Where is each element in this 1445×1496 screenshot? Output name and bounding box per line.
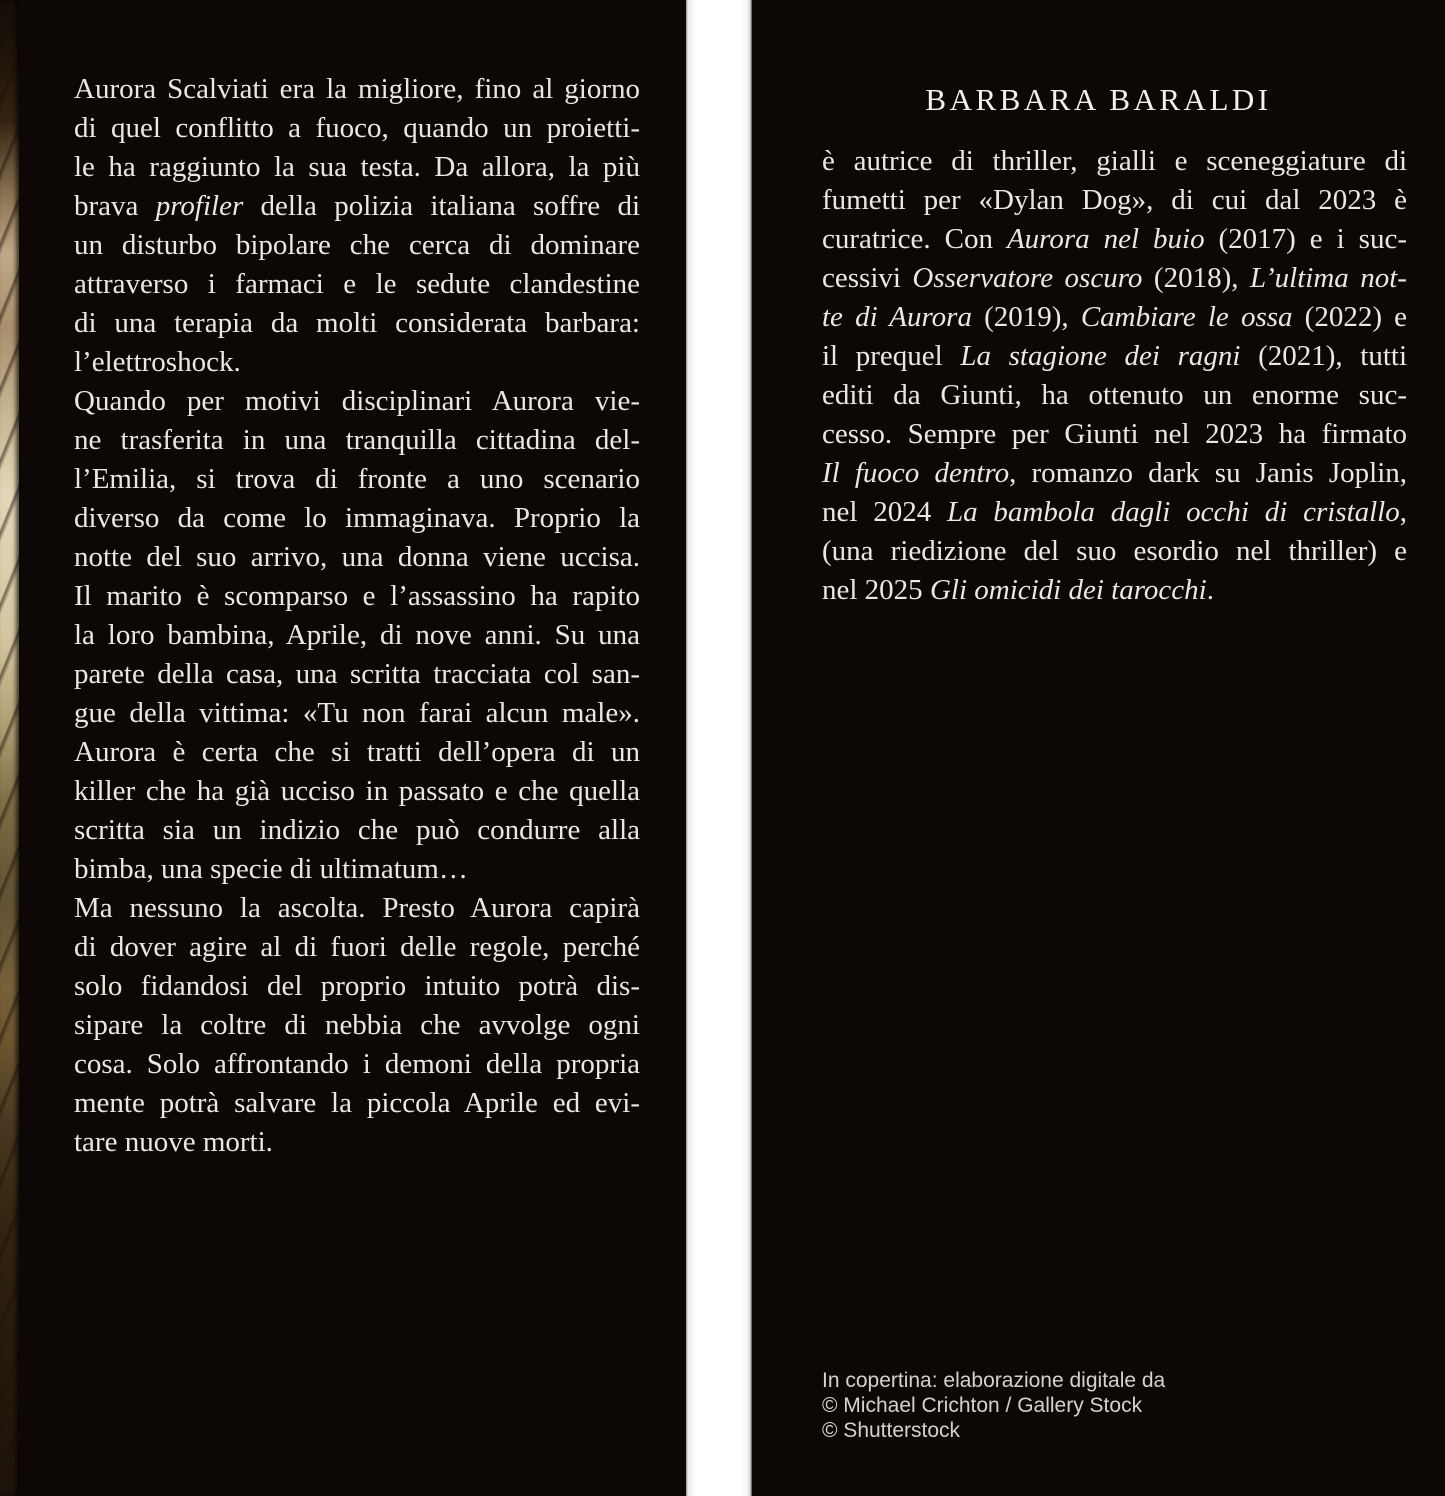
author-bio xyxy=(822,142,1407,610)
text-line: le ha raggiunto la sua testa. Da allora, la più xyxy=(74,151,640,183)
text-line: editi da Giunti, ha ottenuto un enorme suc- xyxy=(822,379,1407,411)
text-line: un disturbo bipolare che cerca di dominare xyxy=(74,229,640,261)
text-line: Quando per motivi disciplinari Aurora vie- xyxy=(74,385,640,417)
text-line: Aurora Scalviati era la migliore, fino al giorno xyxy=(74,73,640,105)
text-line: killer che ha già ucciso in passato e che quella xyxy=(74,775,640,807)
text-line: diverso da come lo immaginava. Proprio la xyxy=(74,502,640,534)
text-line: di una terapia da molti considerata barbara: xyxy=(74,307,640,339)
text-line: Il marito è scomparso e l’assassino ha rapito xyxy=(74,580,640,612)
text-line: fumetti per «Dylan Dog», di cui dal 2023 è xyxy=(822,184,1407,216)
cover-art-edge xyxy=(0,0,19,1496)
text-line: nel 2024 La bambola dagli occhi di cristallo, xyxy=(822,496,1407,528)
text-line: di dover agire al di fuori delle regole, perché xyxy=(74,931,640,963)
credit-line: © Shutterstock xyxy=(822,1419,961,1442)
text-line: te di Aurora (2019), Cambiare le ossa (2022) e xyxy=(822,301,1407,333)
text-line: curatrice. Con Aurora nel buio (2017) e i suc- xyxy=(822,223,1407,255)
text-line: il prequel La stagione dei ragni (2021), tutti xyxy=(822,340,1408,372)
text-line: l’Emilia, si trova di fronte a uno scenario xyxy=(74,463,640,495)
text-line: cosa. Solo affrontando i demoni della propria xyxy=(74,1048,640,1080)
text-line: bimba, una specie di ultimatum… xyxy=(74,853,468,885)
text-line: ne trasferita in una tranquilla cittadina del- xyxy=(74,424,640,456)
text-line: (una riedizione del suo esordio nel thriller) e xyxy=(822,535,1407,567)
text-line: cesso. Sempre per Giunti nel 2023 ha firmato xyxy=(822,418,1407,450)
text-line: la loro bambina, Aprile, di nove anni. Su una xyxy=(74,619,640,651)
text-line: l’elettroshock. xyxy=(74,346,241,378)
text-line: brava profiler della polizia italiana soffre di xyxy=(74,190,640,222)
text-line: parete della casa, una scritta tracciata col san- xyxy=(74,658,640,690)
credit-line: In copertina: elaborazione digitale da xyxy=(822,1369,1166,1392)
book-synopsis xyxy=(74,70,640,1162)
text-line: di quel conflitto a fuoco, quando un proietti- xyxy=(74,112,640,144)
text-line: cessivi Osservatore oscuro (2018), L’ultima not- xyxy=(822,262,1407,294)
text-line: tare nuove morti. xyxy=(74,1126,273,1158)
cover-credits xyxy=(822,1368,1382,1443)
text-line: scritta sia un indizio che può condurre alla xyxy=(74,814,640,846)
text-line: Ma nessuno la ascolta. Presto Aurora capirà xyxy=(74,892,640,924)
text-line: è autrice di thriller, gialli e sceneggiature di xyxy=(822,145,1407,177)
author-name-heading: BARBARA BARALDI xyxy=(925,82,1272,117)
text-line: solo fidandosi del proprio intuito potrà dis- xyxy=(74,970,640,1002)
text-line: notte del suo arrivo, una donna viene uccisa. xyxy=(74,541,640,573)
text-line: gue della vittima: «Tu non farai alcun male». xyxy=(74,697,640,729)
text-line: Aurora è certa che si tratti dell’opera di un xyxy=(74,736,640,768)
text-line: nel 2025 Gli omicidi dei tarocchi. xyxy=(822,574,1214,606)
text-line: mente potrà salvare la piccola Aprile ed evi- xyxy=(74,1087,640,1119)
jacket-fold-gutter xyxy=(686,0,752,1496)
text-line: sipare la coltre di nebbia che avvolge ogni xyxy=(74,1009,640,1041)
text-line: Il fuoco dentro, romanzo dark su Janis Joplin, xyxy=(822,457,1408,489)
text-line: attraverso i farmaci e le sedute clandestine xyxy=(74,268,640,300)
credit-line: © Michael Crichton / Gallery Stock xyxy=(822,1394,1143,1417)
